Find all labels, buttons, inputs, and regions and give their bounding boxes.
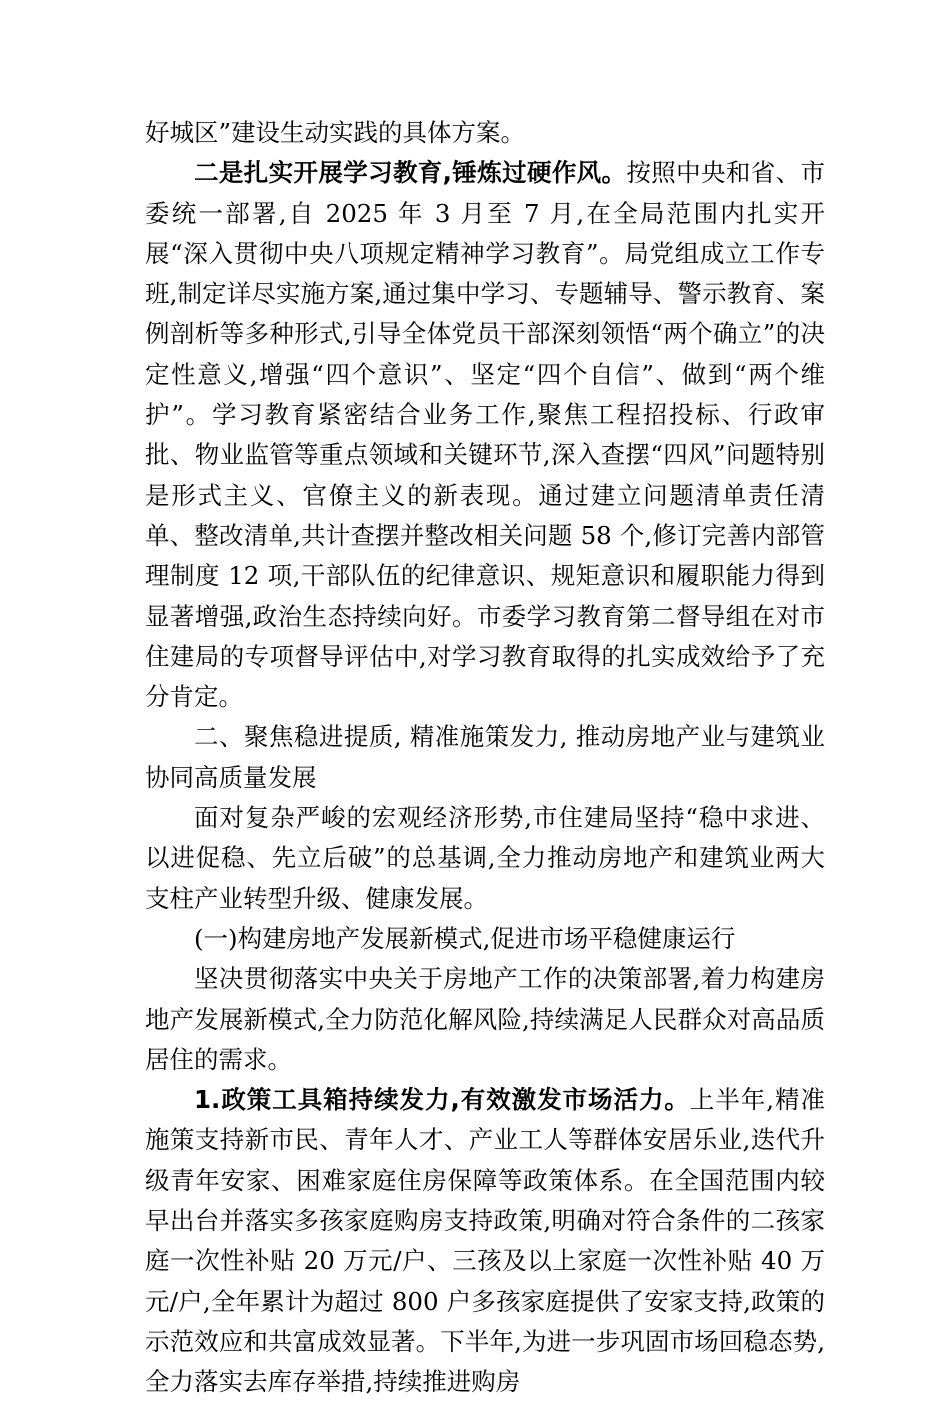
paragraph-overview: [145, 798, 825, 919]
document-body: [145, 113, 825, 1403]
subsection-heading-text: (一)构建房地产发展新模式,促进市场平稳健康运行: [194, 923, 736, 953]
paragraph-text: 坚决贯彻落实中央关于房地产工作的决策部署,着力构建房地产发展新模式,全力防范化解风险,持续满足人民群众对高品质居住的需求。: [145, 964, 825, 1074]
paragraph-study-education: [145, 153, 825, 717]
subsection-heading-1: [145, 919, 825, 959]
paragraph-lead-bold: 二是扎实开展学习教育,锤炼过硬作风。: [194, 158, 627, 188]
paragraph-text: 好城区”建设生动实践的具体方案。: [145, 118, 526, 147]
section-heading-2: [145, 717, 825, 798]
paragraph-decision: [145, 959, 825, 1080]
section-heading-text: 二、聚焦稳进提质, 精准施策发力, 推动房地产业与建筑业协同高质量发展: [145, 722, 825, 792]
paragraph-policy-toolbox: [145, 1080, 825, 1402]
paragraph-continuation: [145, 113, 825, 153]
paragraph-lead-bold: 1.政策工具箱持续发力,有效激发市场活力。: [194, 1085, 690, 1115]
paragraph-text: 按照中央和省、市委统一部署,自 2025 年 3 月至 7 月,在全局范围内扎实开展“深入贯彻中央八项规定精神学习教育”。局党组成立工作专班,制定详尽实施方案,通过集中学习、专题辅导、警示教育、案例剖析等多种形式,引导全体党员干部深刻领悟“两个确立”的决定性意义,增强“四个意识”、坚定“四个自信”、做到“两个维护”。学习教育紧密结合业务工作,聚焦工程招投标、行政审批、物业监管等重点领域和关键环节,深入查摆“四风”问题特别是形式主义、官僚主义的新表现。通过建立问题清单责任清单、整改清单,共计查摆并整改相关问题 58 个,修订完善内部管理制度 12 项,干部队伍的纪律意识、规矩意识和履职能力得到显著增强,政治生态持续向好。市委学习教育第二督导组在对市住建局的专项督导评估中,对学习教育取得的扎实成效给予了充分肯定。: [145, 158, 825, 712]
paragraph-text: 面对复杂严峻的宏观经济形势,市住建局坚持“稳中求进、以进促稳、先立后破”的总基调,全力推动房地产和建筑业两大支柱产业转型升级、健康发展。: [145, 803, 825, 913]
paragraph-text: 上半年,精准施策支持新市民、青年人才、产业工人等群体安居乐业,迭代升级青年安家、困难家庭住房保障等政策体系。在全国范围内较早出台并落实多孩家庭购房支持政策,明确对符合条件的二孩家庭一次性补贴 20 万元/户、三孩及以上家庭一次性补贴 40 万元/户,全年累计为超过 800 户多孩家庭提供了安家支持,政策的示范效应和共富成效显著。下半年,为进一步巩固市场回稳态势,全力落实去库存举措,持续推进购房: [145, 1085, 825, 1397]
